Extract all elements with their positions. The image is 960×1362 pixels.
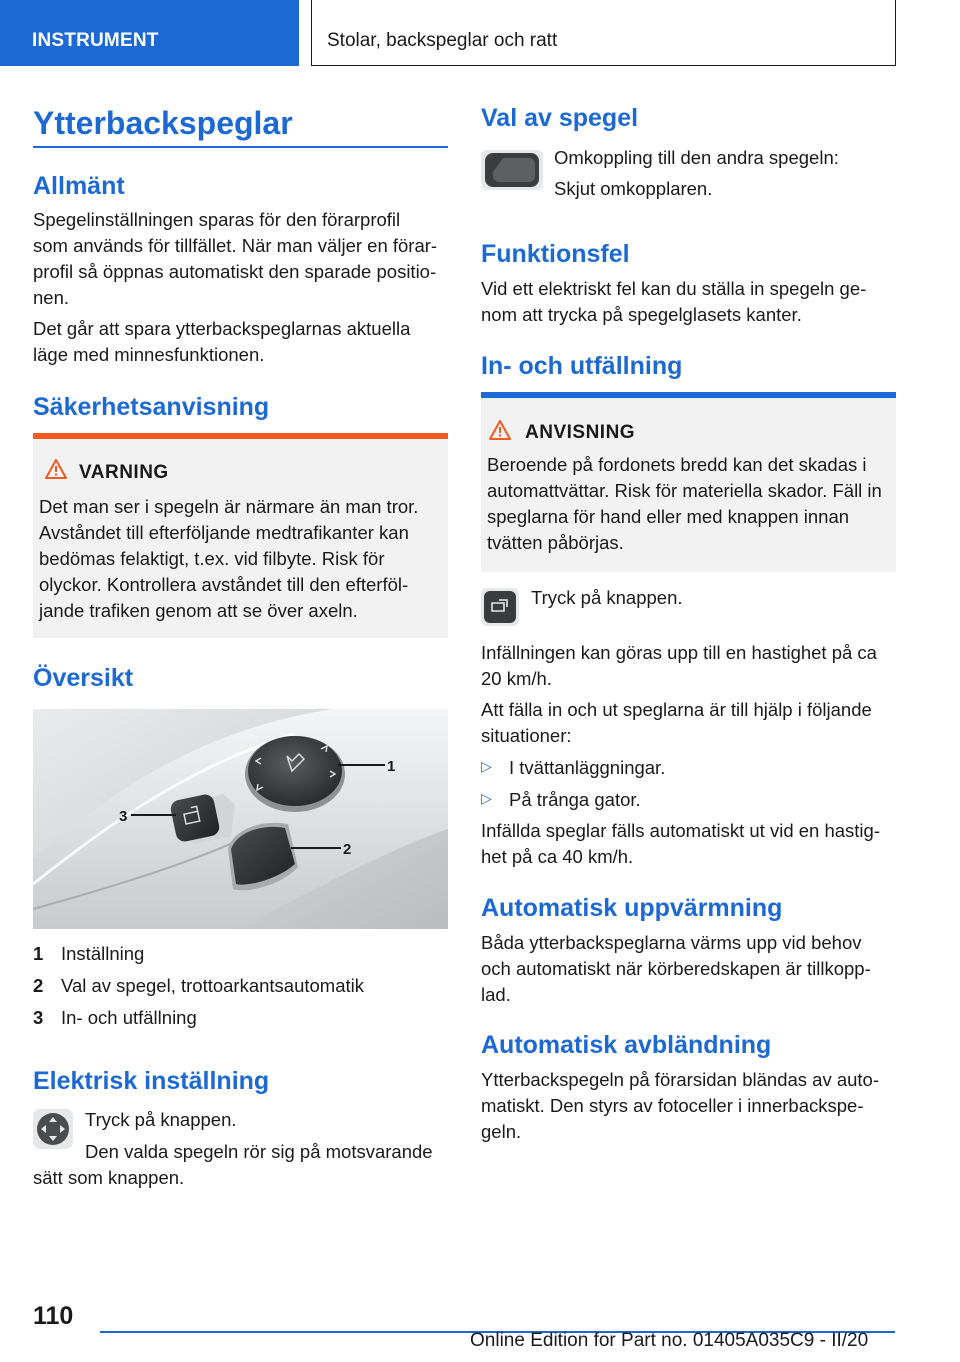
title-rule: [33, 146, 448, 148]
warning-bar: [33, 433, 448, 439]
heading-malfunction: Funktionsfel: [481, 240, 630, 268]
header-chapter-tab: [311, 0, 896, 66]
bullet-triangle-icon: ▷: [481, 758, 492, 774]
mirror-select-line-2: Skjut omkopplaren.: [554, 178, 713, 199]
electric-description-1: Den valda spegeln rör sig på motsvarande: [85, 1141, 433, 1162]
header-chapter-label: Stolar, backspeglar och ratt: [327, 30, 558, 51]
general-paragraph-1: Spegelinställningen sparas för den förarprofil som används för tillfället. När man väljer en förar‐ profil så öppnas automatiskt den sparade positio‐ nen.: [33, 209, 438, 308]
heading-mirror-select: Val av spegel: [481, 104, 639, 132]
header-section-label: INSTRUMENT: [32, 30, 159, 51]
mirror-adjust-joystick-icon: [33, 1109, 73, 1149]
heading-overview: Översikt: [33, 664, 134, 692]
heading-general: Allmänt: [33, 172, 125, 200]
page-number: 110: [33, 1302, 74, 1330]
callout-1: 1: [387, 758, 396, 775]
mirror-select-switch-icon: [481, 150, 543, 190]
malfunction-text: Vid ett elektriskt fel kan du ställa in spegeln ge‐ nom att trycka på spegelglasets kanter.: [481, 278, 867, 325]
callout-2: 2: [343, 841, 352, 858]
warning-triangle-icon: [45, 459, 67, 479]
notice-box: [481, 392, 896, 572]
electric-description-2: sätt som knappen.: [33, 1167, 185, 1188]
notice-text: Beroende på fordonets bredd kan det skadas i automattvättar. Risk för materiella skador. Fäll in speglarna för hand eller med knappen innan tvätten påbörjas.: [487, 454, 882, 553]
page-title: Ytterbackspeglar: [33, 105, 293, 141]
heading-safety: Säkerhetsanvisning: [33, 393, 270, 421]
general-paragraph-2: Det går att spara ytterbackspeglarnas aktuella läge med minnesfunktionen.: [33, 318, 411, 365]
mirror-controls-illustration: [33, 709, 448, 929]
footer-edition: Online Edition for Part no. 01405A035C9 - II/20: [470, 1330, 869, 1351]
fold-instruction: Tryck på knappen.: [531, 587, 683, 608]
warning-triangle-icon: [489, 420, 511, 440]
fold-paragraph-3: Infällda speglar fälls automatiskt ut vid en hastig‐ het på ca 40 km/h.: [481, 820, 880, 867]
heading-folding: In- och utfällning: [481, 352, 683, 380]
mirror-select-line-1: Omkoppling till den andra spegeln:: [554, 147, 839, 168]
dimming-text: Ytterbackspegeln på förarsidan bländas av auto‐ matiskt. Den styrs av fotoceller i innerbackspe‐ geln.: [481, 1069, 880, 1142]
callout-3: 3: [119, 808, 128, 825]
fold-paragraph-2: Att fälla in och ut speglarna är till hjälp i följande situationer:: [481, 699, 872, 746]
overview-legend: 1 Inställning 2 Val av spegel, trottoarkantsautomatik 3 In- och utfällning: [33, 943, 365, 1028]
header-section-tab: [0, 0, 299, 66]
heading-electric: Elektrisk inställning: [33, 1067, 270, 1095]
heading-heating: Automatisk uppvärmning: [481, 894, 783, 922]
heating-text: Båda ytterbackspeglarna värms upp vid behov och automatiskt när körberedskapen är tillkopp‐ lad.: [481, 932, 871, 1005]
warning-text: Det man ser i spegeln är närmare än man tror. Avståndet till efterföljande medtrafikanter kan bedömas felaktigt, t.ex. vid filbyte. Risk för olyckor. Kontrollera avståndet till den efterföl‐ jande trafiken genom att se över axeln.: [39, 496, 419, 621]
heading-dimming: Automatisk avbländning: [481, 1031, 772, 1059]
warning-box: [33, 433, 448, 638]
bullet-triangle-icon: ▷: [481, 790, 492, 806]
mirror-fold-button-icon: [481, 588, 519, 626]
warning-title: VARNING: [79, 462, 169, 483]
fold-paragraph-1: Infällningen kan göras upp till en hastighet på ca 20 km/h.: [481, 642, 877, 689]
notice-title: ANVISNING: [525, 422, 636, 443]
electric-instruction: Tryck på knappen.: [85, 1109, 237, 1130]
notice-bar: [481, 392, 896, 398]
